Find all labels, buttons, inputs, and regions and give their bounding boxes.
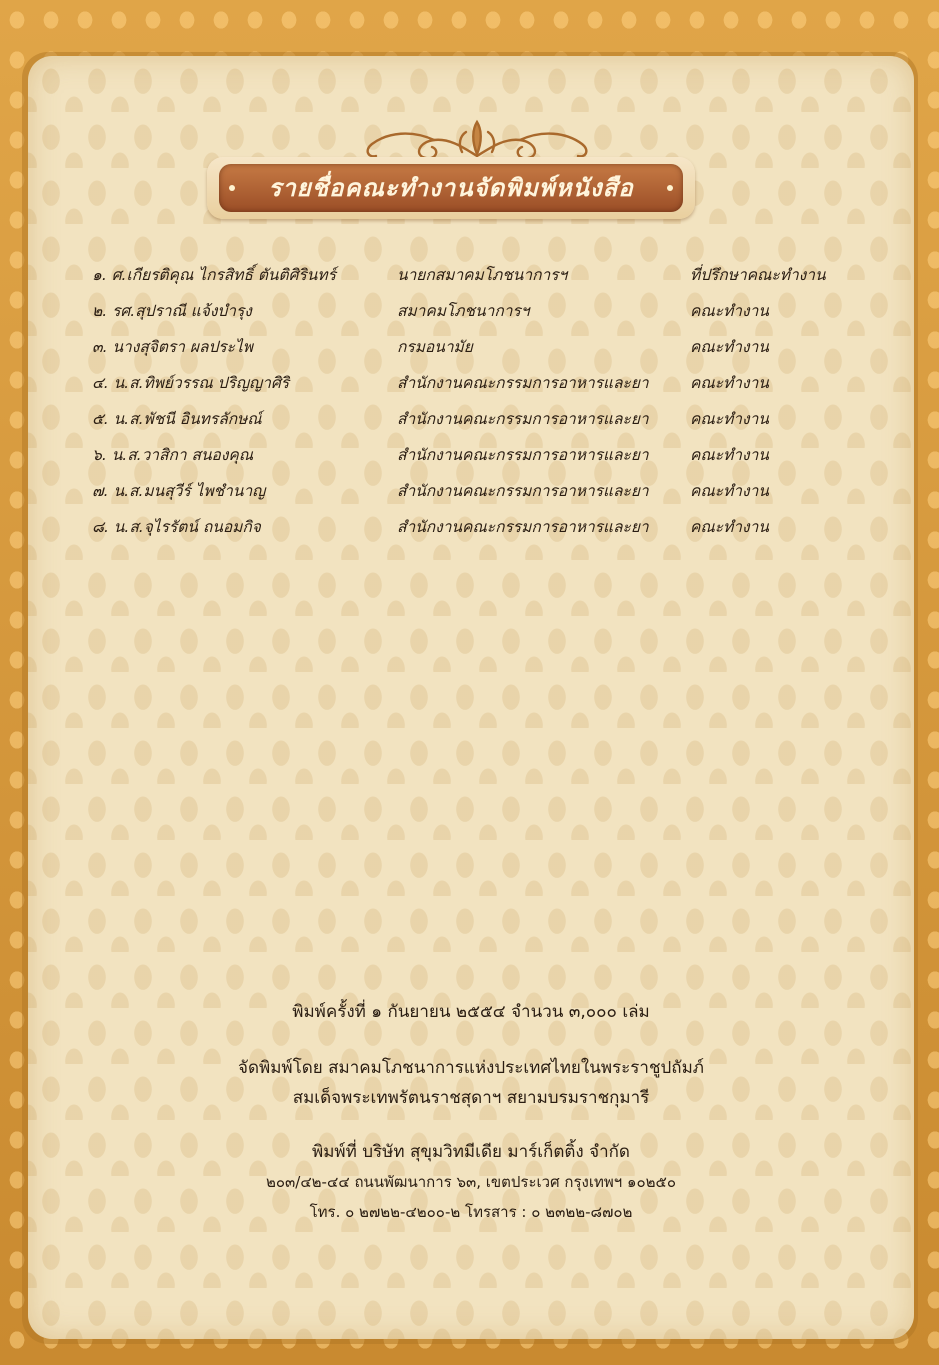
list-item: [92, 508, 852, 544]
member-organization: สำนักงานคณะกรรมการอาหารและยา: [397, 374, 649, 392]
member-organization: สำนักงานคณะกรรมการอาหารและยา: [397, 482, 649, 500]
list-item: [92, 436, 852, 472]
page-title: รายชื่อคณะทำงานจัดพิมพ์หนังสือ: [268, 174, 634, 202]
member-role: คณะทำงาน: [690, 374, 769, 392]
printer-phone: โทร. ๐ ๒๗๒๒-๔๒๐๐-๒ โทรสาร : ๐ ๒๓๒๒-๘๗๐๒: [309, 1203, 633, 1221]
member-role: คณะทำงาน: [690, 302, 769, 320]
printer-name: พิมพ์ที่ บริษัท สุขุมวิทมีเดีย มาร์เก็ตติ้ง จำกัด: [312, 1142, 630, 1162]
member-organization: นายกสมาคมโภชนาการฯ: [397, 266, 568, 284]
publisher-line: สมเด็จพระเทพรัตนราชสุดาฯ สยามบรมราชกุมารี: [292, 1088, 650, 1108]
publisher-block: [40, 1053, 902, 1113]
committee-list: [92, 256, 852, 544]
member-organization: สำนักงานคณะกรรมการอาหารและยา: [397, 446, 649, 464]
member-organization: สำนักงานคณะกรรมการอาหารและยา: [397, 518, 649, 536]
member-role: คณะทำงาน: [690, 338, 769, 356]
member-role: คณะทำงาน: [690, 518, 769, 536]
list-item: [92, 472, 852, 508]
print-edition-info: พิมพ์ครั้งที่ ๑ กันยายน ๒๕๕๔ จำนวน ๓,๐๐๐ เล่ม: [292, 1002, 650, 1022]
member-name: ๔. น.ส.ทิพย์วรรณ ปริญญาศิริ: [92, 374, 290, 392]
member-name: ๖. น.ส.วาสิกา สนองคุณ: [92, 446, 254, 464]
list-item: [92, 328, 852, 364]
title-banner-inner: [219, 164, 683, 212]
list-item: [92, 292, 852, 328]
member-role: ที่ปรึกษาคณะทำงาน: [690, 266, 826, 284]
list-item: [92, 364, 852, 400]
member-name: ๗. น.ส.มนสุวีร์ ไพชำนาญ: [92, 482, 266, 500]
member-name: ๘. น.ส.จุไรรัตน์ ถนอมกิจ: [92, 518, 261, 536]
member-name: ๑. ศ.เกียรติคุณ ไกรสิทธิ์ ตันติศิรินทร์: [92, 266, 336, 284]
member-name: ๓. นางสุจิตรา ผลประไพ: [92, 338, 253, 356]
list-item: [92, 256, 852, 292]
member-name: ๒. รศ.สุปราณี แจ้งบำรุง: [92, 302, 252, 320]
list-item: [92, 400, 852, 436]
printer-block: [40, 1137, 902, 1227]
title-banner: [207, 157, 695, 219]
member-organization: กรมอนามัย: [397, 338, 473, 356]
publisher-line: จัดพิมพ์โดย สมาคมโภชนาการแห่งประเทศไทยในพระราชูปถัมภ์: [237, 1058, 704, 1078]
member-role: คณะทำงาน: [690, 410, 769, 428]
member-name: ๕. น.ส.พัชนี อินทรลักษณ์: [92, 410, 262, 428]
member-role: คณะทำงาน: [690, 446, 769, 464]
colophon: [40, 998, 902, 1227]
printer-address: ๒๐๓/๔๒-๔๔ ถนนพัฒนาการ ๖๓, เขตประเวศ กรุงเทพฯ ๑๐๒๕๐: [265, 1173, 677, 1191]
member-organization: สมาคมโภชนาการฯ: [397, 302, 530, 320]
member-role: คณะทำงาน: [690, 482, 769, 500]
member-organization: สำนักงานคณะกรรมการอาหารและยา: [397, 410, 649, 428]
